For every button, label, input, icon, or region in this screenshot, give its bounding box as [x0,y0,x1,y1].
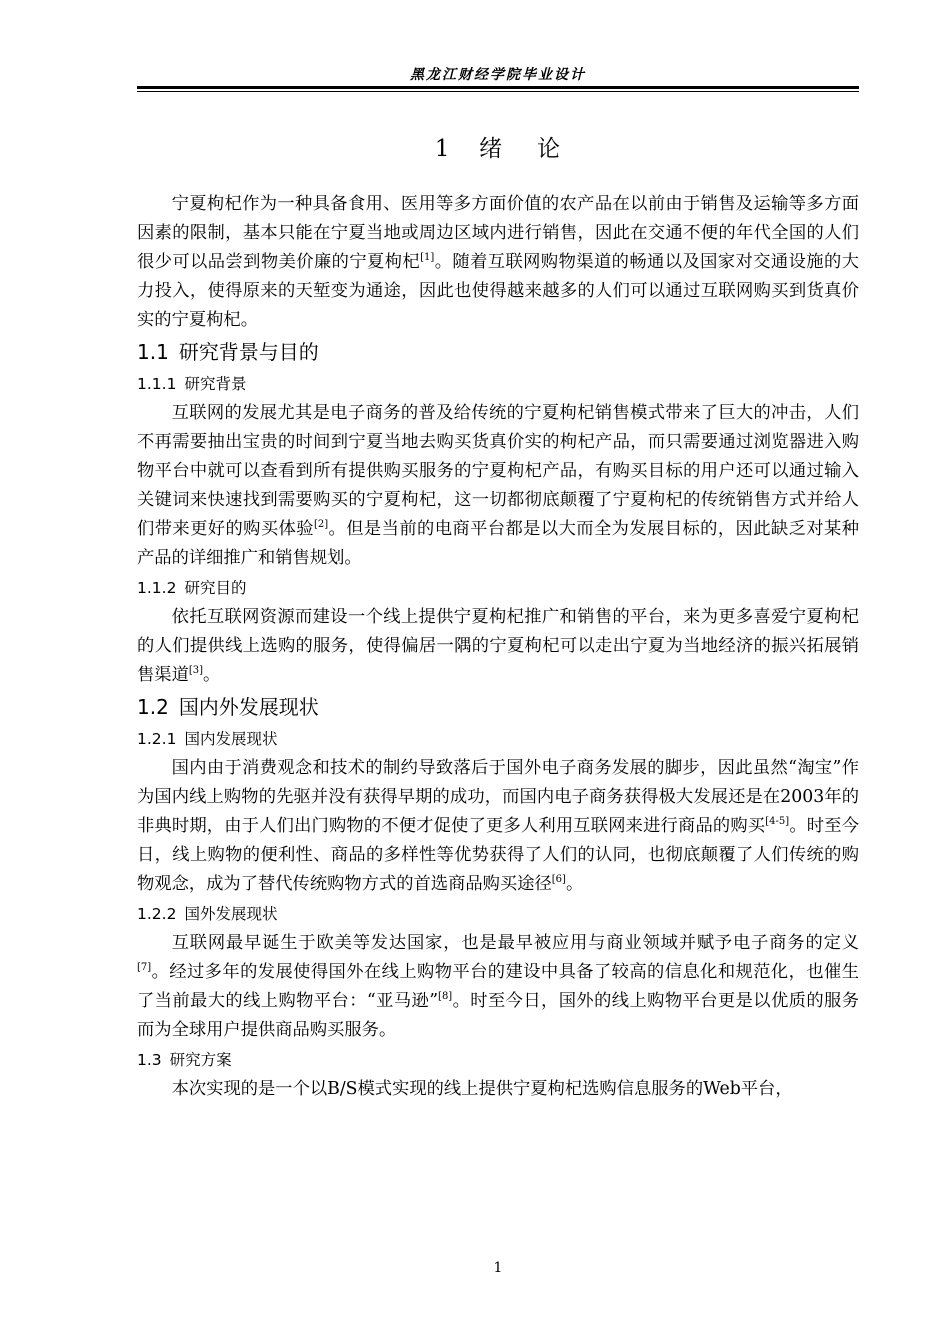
subsection-number: 1.2.2 [137,905,177,923]
section-heading-1-3 [137,1045,859,1075]
subsection-heading-1-1-2 [137,573,859,603]
paragraph-text: 互联网的发展尤其是电子商务的普及给传统的宁夏枸杞销售模式带来了巨大的冲击，人们不再需要抽出宝贵的时间到宁夏当地去购买货真价实的枸杞产品，而只需要通过浏览器进入购物平台中就可以查看到所有提供购买服务的宁夏枸杞产品，有购买目标的用户还可以通过输入关键词来快速找到需要购买的宁夏枸杞，这一切都彻底颠覆了宁夏枸杞的传统销售方式并给人们带来更好的购买体验 [137,403,859,539]
paragraph-domestic [137,754,859,899]
section-title: 研究背景与目的 [178,340,319,364]
subsection-title: 研究目的 [184,579,247,597]
section-title: 研究方案 [169,1051,232,1069]
paragraph-background [137,399,859,573]
subsection-heading-1-2-2 [137,899,859,929]
paragraph-text: 国内由于消费观念和技术的制约导致落后于国外电子商务发展的脚步，因此虽然“淘宝”作为国内线上购物的先驱并没有获得早期的成功，而国内电子商务获得极大发展还是在2003年的非典时期，由于人们出门购物的不便才促使了更多人利用互联网来进行商品的购买 [137,758,859,836]
section-heading-1-1 [137,335,859,369]
paragraph-text: 。 [203,665,221,685]
document-body [137,190,859,1104]
section-number: 1.2 [137,695,169,719]
section-title: 国内外发展现状 [178,695,319,719]
header-rule-thick [137,86,859,89]
subsection-title: 国内发展现状 [184,730,278,748]
paragraph-text: 互联网最早诞生于欧美等发达国家，也是最早被应用与商业领域并赋予电子商务的定义 [171,933,859,953]
paragraph-text: 依托互联网资源而建设一个线上提供宁夏枸杞推广和销售的平台，来为更多喜爱宁夏枸杞的人们提供线上选购的服务，使得偏居一隅的宁夏枸杞可以走出宁夏为当地经济的振兴拓展销售渠道 [137,607,859,685]
paragraph-text: 。时至今日，国外的线上购物平台更是以优质的服务而为全球用户提供商品购买服务。 [137,991,859,1040]
intro-text-1: 宁夏枸杞作为一种具备食用、医用等多方面价值的农产品在以前由于销售及运输等多方面因素的限制，基本只能在宁夏当地或周边区域内进行销售，因此在交通不便的年代全国的人们很少可以品尝到物美价廉的宁夏枸杞 [137,194,859,272]
citation: [4-5] [765,816,790,828]
subsection-heading-1-1-1 [137,369,859,399]
paragraph-text: 。但是当前的电商平台都是以大而全为发展目标的，因此缺乏对某种产品的详细推广和销售规划。 [137,519,859,568]
subsection-number: 1.1.1 [137,375,177,393]
citation: [2] [313,519,329,531]
intro-paragraph [137,190,859,335]
chapter-title-part-2: 论 [537,136,562,162]
citation: [8] [438,991,453,1003]
paragraph-text: 。 [565,874,584,894]
paragraph-text: 。时至今日，线上购物的便利性、商品的多样性等优势获得了人们的认同，也彻底颠覆了人们传统的购物观念，成为了替代传统购物方式的首选商品购买途径 [137,816,859,894]
section-heading-1-2 [137,690,859,724]
citation: [6] [551,874,566,886]
section-number: 1.3 [137,1051,162,1069]
page-number: 1 [493,1260,503,1276]
paragraph-plan [137,1075,859,1104]
subsection-title: 国外发展现状 [184,905,278,923]
header-rule-thin [137,91,859,92]
citation: [7] [137,962,152,974]
chapter-number: 1 [434,136,451,162]
paragraph-text: 本次实现的是一个以B/S模式实现的线上提供宁夏枸杞选购信息服务的Web平台， [171,1079,793,1099]
paragraph-purpose [137,603,859,690]
chapter-title [137,130,859,163]
subsection-number: 1.2.1 [137,730,177,748]
section-number: 1.1 [137,340,169,364]
subsection-number: 1.1.2 [137,579,177,597]
citation: [3] [188,665,204,677]
paragraph-foreign [137,929,859,1045]
running-header-title: 黑龙江财经学院毕业设计 [410,67,586,83]
subsection-title: 研究背景 [184,375,247,393]
subsection-heading-1-2-1 [137,724,859,754]
intro-text-2: 。随着互联网购物渠道的畅通以及国家对交通设施的大力投入，使得原来的天堑变为通途，因此也使得越来越多的人们可以通过互联网购买到货真价实的宁夏枸杞。 [137,252,859,330]
citation: [1] [420,252,435,264]
paragraph-text: 。经过多年的发展使得国外在线上购物平台的建设中具备了较高的信息化和规范化，也催生了当前最大的线上购物平台：“亚马逊” [137,962,859,1011]
chapter-title-part-1: 绪 [479,136,504,162]
